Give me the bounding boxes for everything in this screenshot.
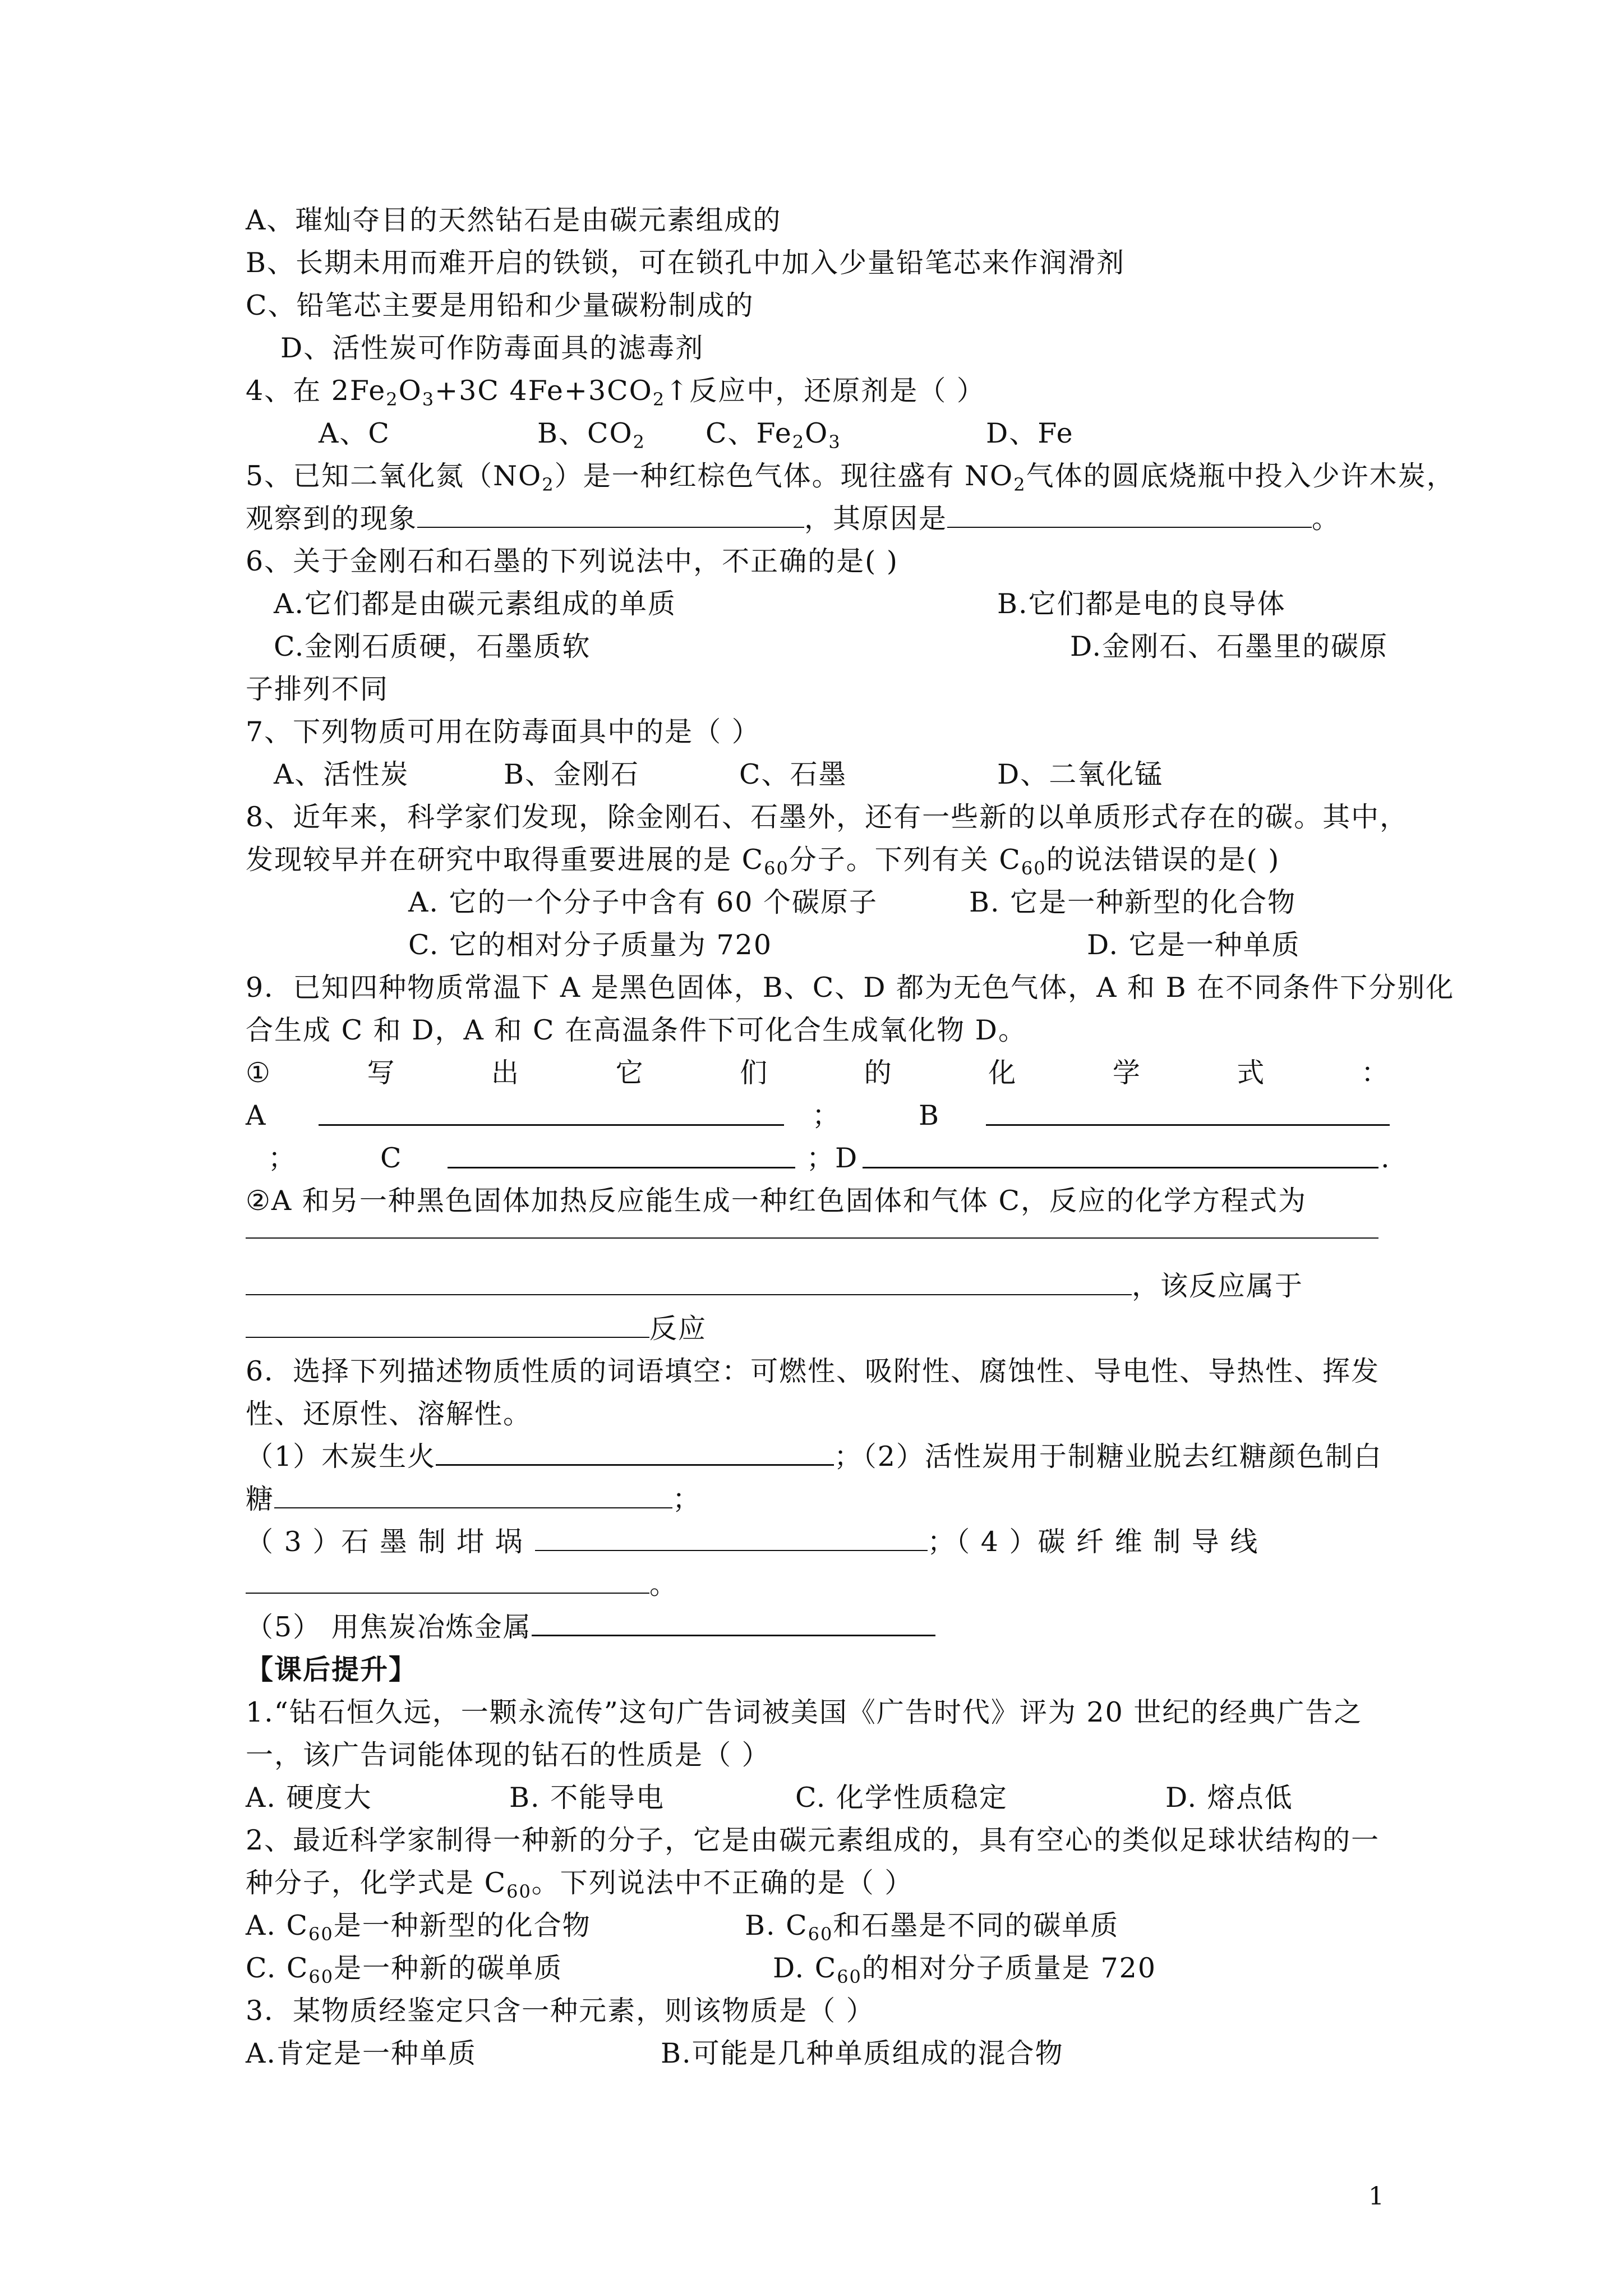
q9-part2-line2: ，该反应属于 <box>246 1269 1390 1304</box>
page-number: 1 <box>1368 2182 1384 2211</box>
q8-option-c: C. 它的相对分子质量为 720 <box>408 929 772 961</box>
q9-line1: 9．已知四种物质常温下 A 是黑色固体，B、C、D 都为无色气体，A 和 B 在不同条件下分别化 <box>246 972 1455 1004</box>
q9-formula-d-blank[interactable] <box>863 1144 1378 1168</box>
q3-option-b: B、长期未用而难开启的铁锁，可在锁孔中加入少量铅笔芯来作润滑剂 <box>246 247 1126 279</box>
q8-option-b: B. 它是一种新型的化合物 <box>969 886 1297 918</box>
q6-option-d-continued: 子排列不同 <box>246 673 389 705</box>
p2-option-b: B. $C_{60}$和石墨是不同的碳单质 <box>745 1910 1119 1945</box>
q3-option-c: C、铅笔芯主要是用铅和少量碳粉制成的 <box>246 289 754 321</box>
q9-reaction-type-blank[interactable] <box>246 1314 649 1338</box>
q7-option-c: C、石墨 <box>739 758 847 790</box>
p1-line1: 1.“钻石恒久远，一颗永流传”这句广告词被美国《广告时代》评为 20 世纪的经典广告之 <box>246 1696 1363 1728</box>
q9-part1-instruction <box>246 1056 1390 1091</box>
q6b-item5-blank[interactable] <box>532 1612 935 1636</box>
q9-part1-chars: ① 写 出 它 们 的 化 学 式 ： <box>246 1057 1390 1089</box>
p2-option-d: D. $C_{60}$的相对分子质量是 720 <box>773 1952 1157 1987</box>
q6b-item3-blank[interactable] <box>535 1527 928 1551</box>
q5-line1: 5、已知二氧化氮$(NO_2)$是一种红棕色气体。现往盛有 $NO_2$气体的圆底烧瓶中投入少许木炭， <box>246 460 1455 495</box>
q4-stem: 4、在 $2Fe_2O_3+3C$ $4Fe+3CO_2↑$反应中，还原剂是（ ） <box>246 375 985 410</box>
q6b-items-1-2: （1）木炭生火 ；（2）活性炭用于制糖业脱去红糖颜色制白 <box>246 1441 1382 1473</box>
q6b-item5: （5） 用焦炭冶炼金属 <box>246 1610 1390 1645</box>
q9-formula-c-blank[interactable] <box>448 1144 795 1168</box>
q9-line2: 合生成 C 和 D，A 和 C 在高温条件下可化合生成氧化物 D。 <box>246 1014 1027 1046</box>
p1-option-b: B. 不能导电 <box>509 1782 665 1814</box>
document-page: A、璀灿夺目的天然钻石是由碳元素组成的 B、长期未用而难开启的铁锁，可在锁孔中加入少量铅笔芯来作润滑剂 C、铅笔芯主要是用铅和少量碳粉制成的 D、活性炭可作防毒面具的滤毒剂 4、在 $2Fe_2O_3+3C$ $4Fe+3CO_2↑$反应中，还原剂是（ ） A、C B、$CO_2$ C、$Fe_2O_3$ D、Fe 5、已知二氧化氮$(NO_2)$是一种红棕色气体。现往盛有 $NO_2$气体的圆底烧瓶中投入少许木炭， 观察到的现象 ，其原因是 。 6、关于金刚石和石墨的下列说法中，不正确的是( ) A.它们都是由碳元素组成的单质 B.它们都是电的良导体 C.金刚石质硬，石墨质软 D.金刚石、石墨里的碳原 子排列不同 7、下列物质可用在防毒面具中的是（ ） A、活性炭 B、金刚石 C、石墨 D、二氧化锰 8、近年来，科学家们发现，除金刚石、石墨外，还有一些新的以单质形式存在的碳。其中， 发现较早并在研究中取得重要进展的是 $C_{60}$分子。下列有关 $C_{60}$的说法错误的是( ) A. 它的一个分子中含有 60 个碳原子 B. 它是一种新型的化合物 C. 它的相对分子质量为 720 D. 它是一种单质 9．已知四种物质常温下 A 是黑色固体，B、C、D 都为无色气体，A 和 B 在不同条件下分别化 合生成 C 和 D，A 和 C 在高温条件下可化合生成氧化物 D。 ① 写 出 它 们 的 化 学 式 ： A ； B ； C ；D . ②A 和另一种黑色固体加热反应能生成一种红色固体和气体 C，反应的化学方程式为 ，该反应属于 反应 6．选择下列描述物质性质的词语填空：可燃性、吸附性、腐蚀性、导电性、导热性、挥发 性、还原性、溶解性。 （1）木炭生火 ；（2）活性炭用于制糖业脱去红糖颜色制白 糖 ； （ 3 ）石 墨 制 坩 埚 ；（ 4 ）碳 纤 维 制 导 线 。 （5） 用焦炭冶炼金属 【课后提升】 1.“钻石恒久远，一颗永流传”这句广告词被美国《广告时代》评为 20 世纪的经典广告之 一，该广告词能体现的钻石的性质是（ ） A. 硬度大 B. 不能导电 C. 化学性质稳定 D. 熔点低 2、最近科学家制得一种新的分子，它是由碳元素组成的，具有空心的类似足球状结构的一 种分子，化学式是 $C_{60}$。下列说法中不正确的是（ ） A. $C_{60}$是一种新型的化合物 B. $C_{60}$和石墨是不同的碳单质 C. $C_{60}$是一种新的碳单质 D. $C_{60}$的相对分子质量是 720 3．某物质经鉴定只含一种元素，则该物质是（ ） A.肯定是一种单质 B.可能是几种单质组成的混合物 1 <box>246 204 1455 2211</box>
q7-option-a: A、活性炭 <box>274 758 409 790</box>
p1-option-c: C. 化学性质稳定 <box>795 1782 1008 1814</box>
q4-option-b: B、$CO_2$ <box>537 417 646 453</box>
q6b-line1: 6．选择下列描述物质性质的词语填空：可燃性、吸附性、腐蚀性、导电性、导热性、挥发 <box>246 1355 1380 1387</box>
q9-part2: ②A 和另一种黑色固体加热反应能生成一种红色固体和气体 C，反应的化学方程式为 <box>246 1185 1307 1217</box>
q8-option-d: D. 它是一种单质 <box>1087 929 1301 961</box>
q5-reason-blank[interactable] <box>947 504 1312 528</box>
q9-formula-a-blank[interactable] <box>319 1102 784 1126</box>
q6-option-d: D.金刚石、石墨里的碳原 <box>1070 631 1389 662</box>
q6b-item2-blank[interactable] <box>274 1485 672 1508</box>
q8-option-a: A. 它的一个分子中含有 60 个碳原子 <box>408 886 878 918</box>
q9-part2-line3: 反应 <box>246 1312 1390 1346</box>
q4-option-c: C、$Fe_2O_3$ <box>706 417 841 453</box>
q4-option-a: A、C <box>319 417 390 449</box>
p1-option-d: D. 熔点低 <box>1165 1782 1293 1814</box>
q6-stem: 6、关于金刚石和石墨的下列说法中，不正确的是( ) <box>246 545 898 577</box>
p2-line2: 种分子，化学式是 $C_{60}$。下列说法中不正确的是（ ） <box>246 1867 914 1902</box>
q6b-line2: 性、还原性、溶解性。 <box>246 1398 532 1430</box>
q5-line2: 观察到的现象 ，其原因是 。 <box>246 503 1341 535</box>
p1-option-a: A. 硬度大 <box>246 1782 372 1814</box>
q3-option-d: D、活性炭可作防毒面具的滤毒剂 <box>280 332 704 364</box>
q3-option-a: A、璀灿夺目的天然钻石是由碳元素组成的 <box>246 204 782 236</box>
p2-option-a: A. $C_{60}$是一种新型的化合物 <box>246 1910 591 1945</box>
q6-option-a: A.它们都是由碳元素组成的单质 <box>274 588 676 620</box>
q8-line2: 发现较早并在研究中取得重要进展的是 $C_{60}$分子。下列有关 $C_{60}$的说法错误的是( ) <box>246 844 1280 879</box>
p2-line1: 2、最近科学家制得一种新的分子，它是由碳元素组成的，具有空心的类似足球状结构的一 <box>246 1824 1380 1856</box>
q6-option-b: B.它们都是电的良导体 <box>997 588 1286 620</box>
q9-formula-b-blank[interactable] <box>986 1102 1390 1126</box>
p3-option-b: B.可能是几种单质组成的混合物 <box>661 2037 1064 2069</box>
q4-option-d: D、Fe <box>986 417 1074 449</box>
p3-option-a: A.肯定是一种单质 <box>246 2037 477 2069</box>
q9-equation-blank-1[interactable] <box>246 1237 1378 1239</box>
q5-phenomenon-blank[interactable] <box>417 504 804 528</box>
q6-option-c: C.金刚石质硬，石墨质软 <box>274 631 591 662</box>
q7-option-b: B、金刚石 <box>504 758 640 790</box>
q6b-item2-continued: 糖 ； <box>246 1483 702 1515</box>
section-title: 【课后提升】 <box>246 1654 418 1686</box>
q6b-items-3-4: （ 3 ）石 墨 制 坩 埚 ；（ 4 ）碳 纤 维 制 导 线 <box>246 1526 1259 1558</box>
q6b-item4-continued: 。 <box>246 1567 1390 1602</box>
q9-equation-blank-2[interactable] <box>246 1272 1132 1295</box>
q7-option-d: D、二氧化锰 <box>997 758 1164 790</box>
q7-stem: 7、下列物质可用在防毒面具中的是（ ） <box>246 716 760 748</box>
p1-line2: 一，该广告词能体现的钻石的性质是（ ） <box>246 1739 771 1771</box>
q6b-item4-blank[interactable] <box>246 1570 649 1594</box>
p3-stem: 3．某物质经鉴定只含一种元素，则该物质是（ ） <box>246 1995 875 2027</box>
p2-option-c: C. $C_{60}$是一种新的碳单质 <box>246 1952 563 1987</box>
q6b-item1-blank[interactable] <box>436 1442 834 1466</box>
q8-line1: 8、近年来，科学家们发现，除金刚石、石墨外，还有一些新的以单质形式存在的碳。其中， <box>246 801 1409 833</box>
